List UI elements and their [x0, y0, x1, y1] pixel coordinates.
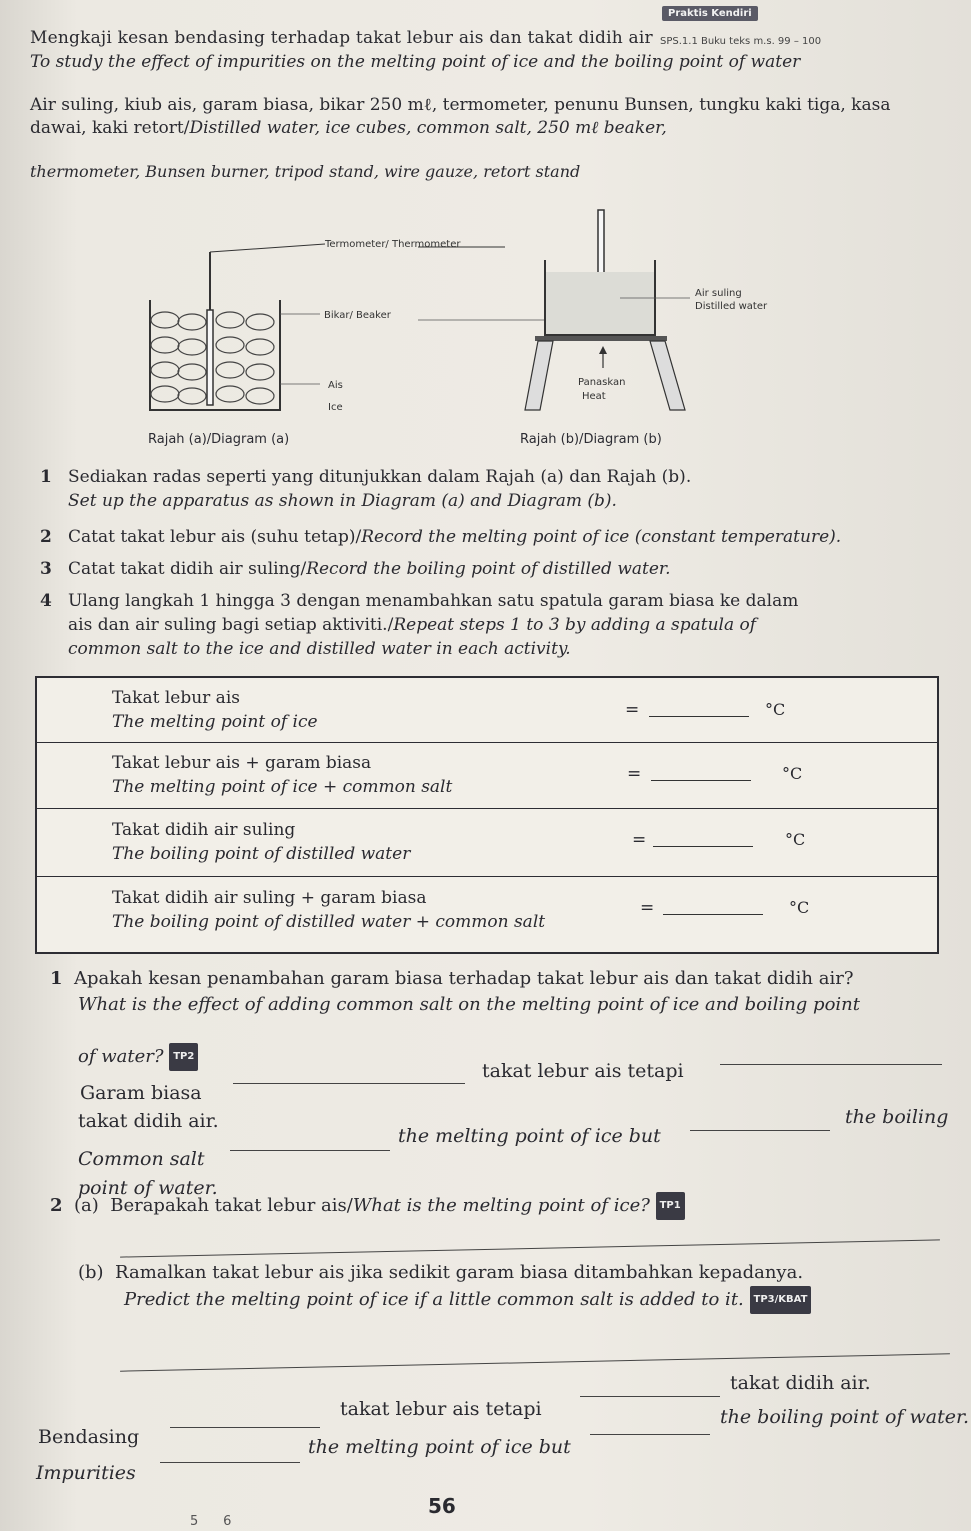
tripod-leg-left — [525, 341, 553, 410]
caption-diagram-b: Rajah (b)/Diagram (b) — [520, 432, 662, 447]
question-2a — [50, 1192, 685, 1220]
question-1-en2: of water? — [78, 1046, 164, 1067]
result-row — [37, 808, 937, 877]
step-text-en2: common salt to the ice and distilled water in each activity. — [68, 639, 571, 659]
question-number: 2 — [50, 1195, 63, 1216]
textbook-reference: SPS.1.1 Buku teks m.s. 99 – 100 — [660, 36, 822, 47]
unit-celsius: °C — [765, 700, 786, 719]
result-label — [112, 751, 452, 799]
section-tabs: 5 6 — [190, 1514, 232, 1529]
part-b-label: (b) — [78, 1262, 104, 1283]
tp2-badge: TP2 — [169, 1043, 198, 1071]
title-malay: Mengkaji kesan bendasing terhadap takat lebur ais dan takat didih air — [30, 28, 653, 48]
answer-common-salt: Common salt — [78, 1148, 205, 1170]
equals-sign: = — [625, 700, 640, 720]
result-label-ms: Takat lebur ais + garam biasa — [112, 753, 372, 773]
answer-line-2a[interactable] — [120, 1239, 940, 1257]
label-ice-en: Ice — [328, 402, 343, 413]
answer-line[interactable] — [233, 1083, 465, 1084]
question-2b-en-line — [124, 1286, 811, 1314]
step-text-line2 — [68, 614, 756, 637]
step-text-en: Record the boiling point of distilled water. — [306, 559, 671, 579]
answer-boiling-point-2: the boiling point of water. — [720, 1406, 970, 1428]
materials-english: thermometer, Bunsen burner, tripod stand, wire gauze, retort stand — [30, 162, 581, 181]
wire-gauze — [535, 336, 667, 341]
result-label-ms: Takat didih air suling — [112, 820, 296, 840]
equals-sign: = — [640, 898, 655, 918]
materials-malay: Air suling, kiub ais, garam biasa, bikar 250 mℓ, termometer, penunu Bunsen, tungku kaki tiga, kasa dawai, kaki retort/ — [30, 95, 891, 138]
step-number: 3 — [40, 559, 52, 579]
label-ice-ms: Ais — [328, 380, 343, 391]
answer-blank[interactable] — [651, 762, 751, 781]
answer-point-of-water: point of water. — [78, 1177, 218, 1199]
caption-diagram-a: Rajah (a)/Diagram (a) — [148, 432, 290, 447]
answer-impurities: Impurities — [36, 1462, 136, 1484]
step-text-en: Set up the apparatus as shown in Diagram (a) and Diagram (b). — [68, 491, 617, 511]
result-row — [37, 876, 937, 948]
step-number: 1 — [40, 467, 52, 487]
result-label — [112, 886, 545, 934]
answer-line[interactable] — [580, 1396, 720, 1397]
praktis-badge: Praktis Kendiri — [662, 6, 758, 21]
question-2b — [78, 1260, 803, 1286]
result-label-en: The boiling point of distilled water + common salt — [112, 912, 546, 932]
step-text-en: Record the melting point of ice (constant temperature). — [361, 527, 842, 547]
diagram-b — [418, 210, 768, 447]
step-text-ms: Catat takat didih air suling/ — [68, 559, 307, 579]
tp1-badge: TP1 — [656, 1192, 685, 1220]
diagram-a — [148, 239, 461, 447]
question-1-en1: What is the effect of adding common salt on the melting point of ice and boiling point — [78, 994, 860, 1015]
label-heat-en: Heat — [582, 391, 606, 402]
thermometer-a — [207, 310, 213, 405]
question-1-en-line1 — [78, 992, 860, 1018]
answer-garam-biasa: Garam biasa — [80, 1082, 202, 1104]
label-heat-ms: Panaskan — [578, 377, 626, 388]
step-text-en: Repeat steps 1 to 3 by adding a spatula of — [393, 615, 757, 635]
question-1 — [50, 966, 950, 992]
page-number: 56 — [428, 1494, 456, 1518]
result-label — [112, 686, 318, 734]
answer-melting-point-2: the melting point of ice but — [308, 1436, 571, 1458]
answer-line[interactable] — [590, 1434, 710, 1435]
materials-english-inline: Distilled water, ice cubes, common salt, 250 mℓ beaker, — [189, 118, 667, 138]
label-thermometer: Termometer/ Thermometer — [325, 239, 461, 250]
materials-text — [30, 94, 950, 140]
answer-takat-lebur-2: takat lebur ais tetapi — [340, 1398, 542, 1420]
answer-blank[interactable] — [649, 698, 749, 717]
step-3 — [40, 558, 940, 584]
question-2a-ms: Berapakah takat lebur ais/ — [110, 1195, 353, 1216]
apparatus-diagrams — [130, 200, 810, 460]
unit-celsius: °C — [789, 898, 810, 917]
step-text — [68, 526, 841, 549]
answer-takat-lebur: takat lebur ais tetapi — [482, 1060, 684, 1082]
answer-line[interactable] — [720, 1064, 942, 1065]
result-label-en: The melting point of ice + common salt — [112, 777, 453, 797]
question-2b-en: Predict the melting point of ice if a little common salt is added to it. — [124, 1289, 744, 1310]
result-label — [112, 818, 410, 866]
step-text-ms: Sediakan radas seperti yang ditunjukkan dalam Rajah (a) dan Rajah (b). — [68, 467, 692, 487]
tripod-leg-right — [650, 341, 685, 410]
question-1-ms: Apakah kesan penambahan garam biasa terhadap takat lebur ais dan takat didih air? — [73, 968, 854, 989]
answer-takat-didih-2: takat didih air. — [730, 1372, 871, 1394]
step-text-ms: Ulang langkah 1 hingga 3 dengan menambahkan satu spatula garam biasa ke dalam — [68, 591, 799, 611]
distilled-water — [546, 272, 654, 334]
step-text — [68, 558, 671, 581]
label-water-en: Distilled water — [695, 301, 768, 312]
step-1 — [40, 466, 940, 516]
step-text-ms2: ais dan air suling bagi setiap aktiviti./ — [68, 615, 394, 635]
answer-line[interactable] — [170, 1427, 320, 1428]
answer-line-2b[interactable] — [120, 1353, 950, 1371]
label-beaker: Bikar/ Beaker — [324, 310, 391, 321]
title-english: To study the effect of impurities on the melting point of ice and the boiling point of water — [30, 52, 801, 72]
step-number: 4 — [40, 591, 52, 611]
result-label-ms: Takat didih air suling + garam biasa — [112, 888, 427, 908]
answer-line[interactable] — [160, 1462, 300, 1463]
step-4 — [40, 590, 940, 664]
equals-sign: = — [632, 830, 647, 850]
step-number: 2 — [40, 527, 52, 547]
results-table — [35, 676, 939, 954]
result-row — [37, 678, 937, 743]
unit-celsius: °C — [785, 830, 806, 849]
question-2b-ms: Ramalkan takat lebur ais jika sedikit garam biasa ditambahkan kepadanya. — [115, 1262, 804, 1283]
answer-blank[interactable] — [663, 896, 763, 915]
header-tag — [662, 6, 962, 26]
step-text-ms: Catat takat lebur ais (suhu tetap)/ — [68, 527, 362, 547]
question-2a-en: What is the melting point of ice? — [352, 1195, 650, 1216]
question-number: 1 — [50, 968, 63, 989]
result-row — [37, 742, 937, 809]
tp3-kbat-badge: TP3/KBAT — [750, 1286, 812, 1314]
equals-sign: = — [627, 764, 642, 784]
unit-celsius: °C — [782, 764, 803, 783]
part-a-label: (a) — [73, 1195, 99, 1216]
result-label-ms: Takat lebur ais — [112, 688, 240, 708]
result-label-en: The melting point of ice — [112, 712, 318, 732]
answer-line[interactable] — [690, 1130, 830, 1131]
result-label-en: The boiling point of distilled water — [112, 844, 411, 864]
label-water-ms: Air suling — [695, 288, 742, 299]
answer-blank[interactable] — [653, 828, 753, 847]
answer-bendasing: Bendasing — [38, 1426, 140, 1448]
answer-boiling: the boiling — [845, 1106, 949, 1128]
answer-takat-didih: takat didih air. — [78, 1110, 219, 1132]
answer-melting-point: the melting point of ice but — [398, 1125, 661, 1147]
step-2 — [40, 526, 940, 552]
question-1-en-line2 — [78, 1043, 198, 1071]
answer-line[interactable] — [230, 1150, 390, 1151]
